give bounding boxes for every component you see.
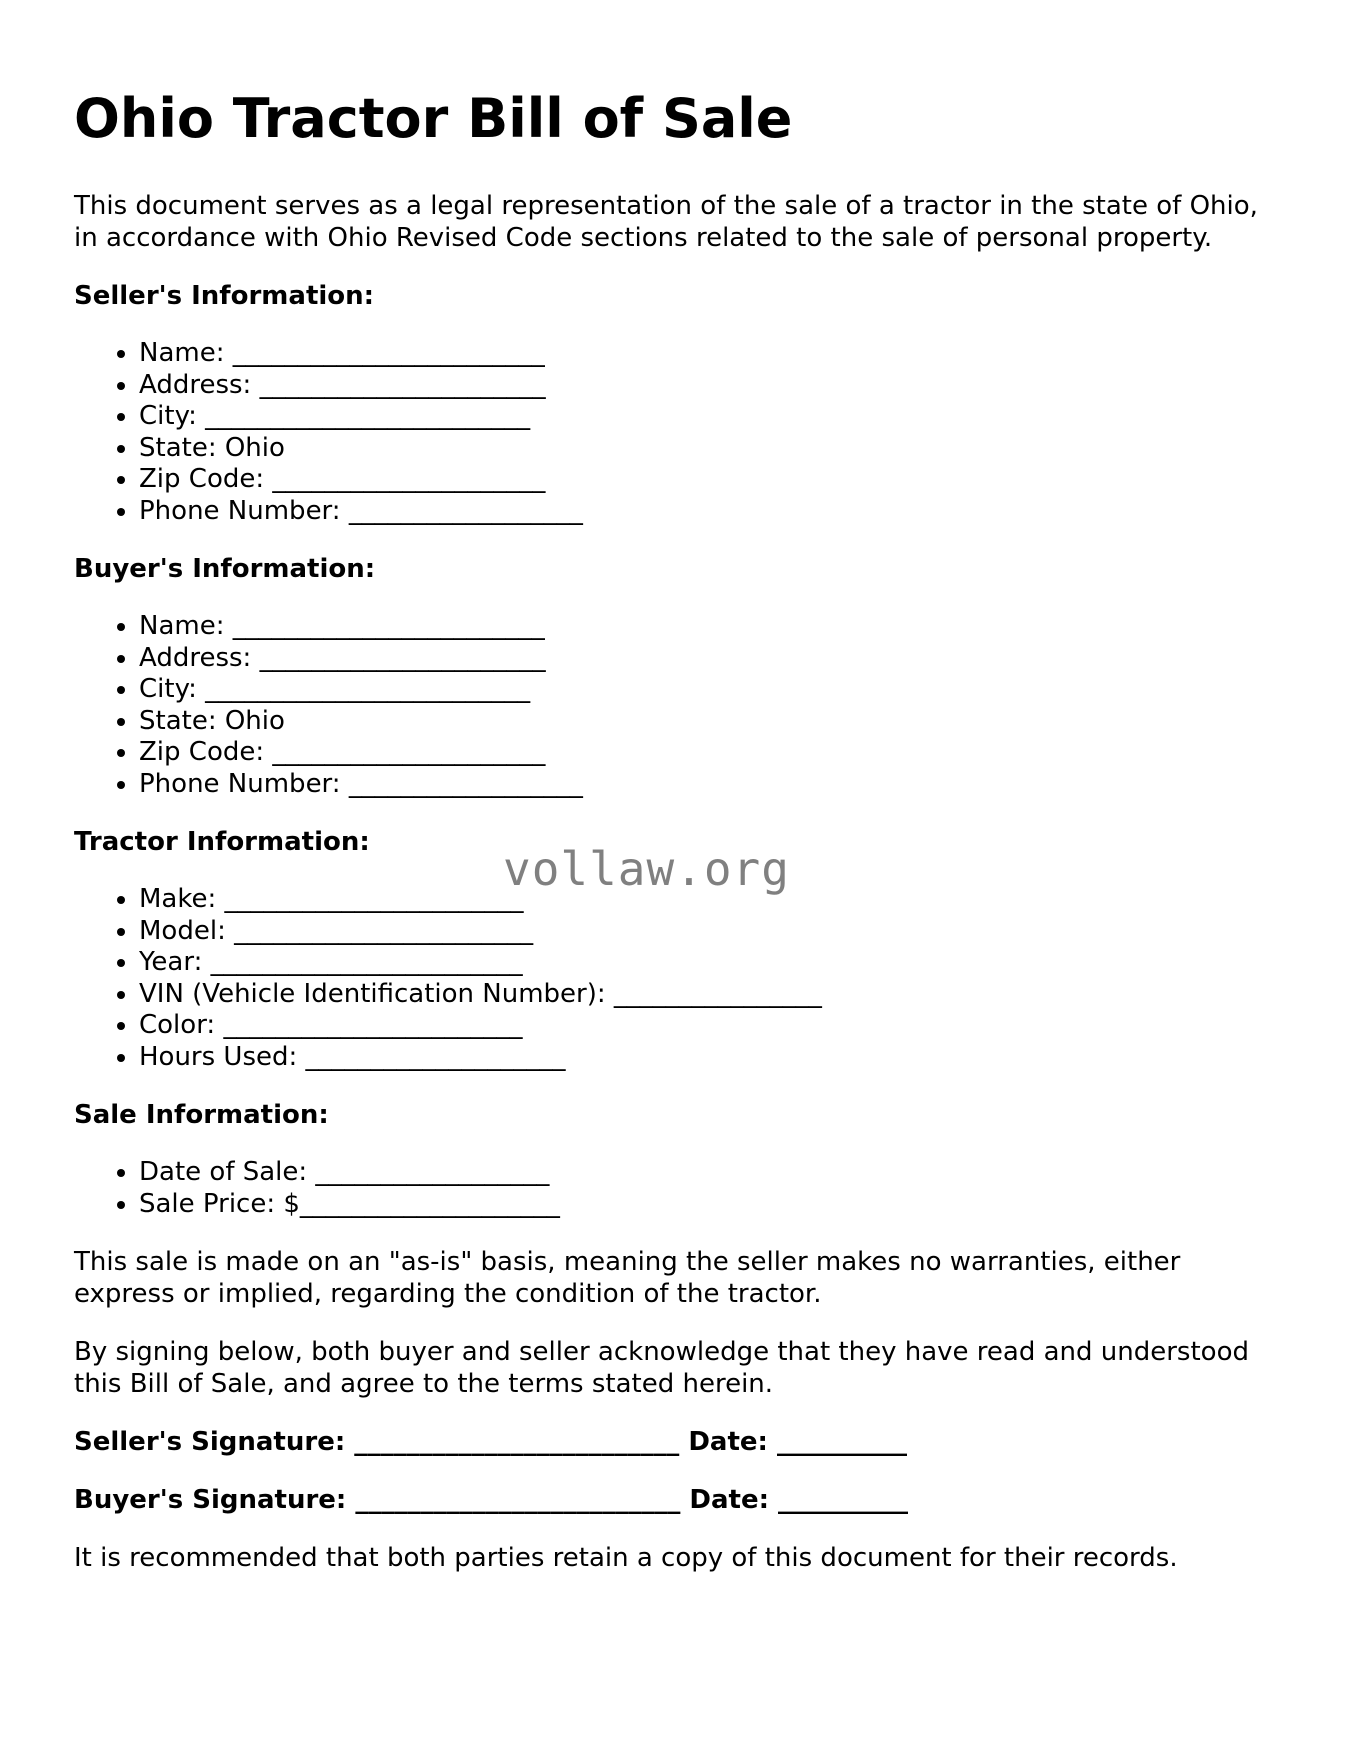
sale-list	[74, 1157, 1274, 1220]
seller-city-field: • City: _________________________	[139, 401, 1274, 433]
seller-name-field: • Name: ________________________	[139, 338, 1274, 370]
tractor-year-field: • Year: ________________________	[139, 947, 1274, 979]
intro-paragraph: This document serves as a legal representation of the sale of a tractor in the state of Ohio, in accordance with Ohio Revised Code sections related to the sale of personal property.	[74, 191, 1258, 253]
buyer-zip-field: • Zip Code: _____________________	[139, 737, 1274, 769]
as-is-paragraph: This sale is made on an "as-is" basis, meaning the seller makes no warranties, either express or implied, regarding the condition of the tractor.	[74, 1247, 1181, 1309]
buyer-signature-line: Buyer's Signature: _________________________ Date: __________	[74, 1485, 909, 1515]
sale-heading: Sale Information:	[74, 1100, 329, 1130]
closing-paragraph: It is recommended that both parties retain a copy of this document for their records.	[74, 1543, 1178, 1573]
buyer-heading: Buyer's Information:	[74, 554, 376, 584]
buyer-state-field: • State: Ohio	[139, 706, 1274, 738]
watermark: vollaw.org	[503, 842, 790, 896]
seller-list	[74, 338, 1274, 527]
seller-address-field: • Address: ______________________	[139, 370, 1274, 402]
acknowledge-paragraph: By signing below, both buyer and seller acknowledge that they have read and understood this Bill of Sale, and agree to the terms stated herein.	[74, 1337, 1249, 1399]
tractor-color-field: • Color: _______________________	[139, 1010, 1274, 1042]
seller-heading: Seller's Information:	[74, 281, 375, 311]
buyer-list	[74, 611, 1274, 800]
tractor-model-field: • Model: _______________________	[139, 916, 1274, 948]
sale-date-field: • Date of Sale: __________________	[139, 1157, 1274, 1189]
tractor-make-field: • Make: _______________________	[139, 884, 1274, 916]
tractor-heading: Tractor Information:	[74, 827, 370, 857]
buyer-name-field: • Name: ________________________	[139, 611, 1274, 643]
page-title: Ohio Tractor Bill of Sale	[74, 87, 793, 150]
sale-price-field: • Sale Price: $____________________	[139, 1189, 1274, 1221]
seller-phone-field: • Phone Number: __________________	[139, 496, 1274, 528]
buyer-address-field: • Address: ______________________	[139, 643, 1274, 675]
seller-zip-field: • Zip Code: _____________________	[139, 464, 1274, 496]
seller-state-field: • State: Ohio	[139, 433, 1274, 465]
buyer-phone-field: • Phone Number: __________________	[139, 769, 1274, 801]
buyer-city-field: • City: _________________________	[139, 674, 1274, 706]
seller-signature-line: Seller's Signature: _________________________ Date: __________	[74, 1427, 907, 1457]
tractor-hours-field: • Hours Used: ____________________	[139, 1042, 1274, 1074]
tractor-vin-field: • VIN (Vehicle Identification Number): ________________	[139, 979, 1274, 1011]
tractor-list	[74, 884, 1274, 1073]
